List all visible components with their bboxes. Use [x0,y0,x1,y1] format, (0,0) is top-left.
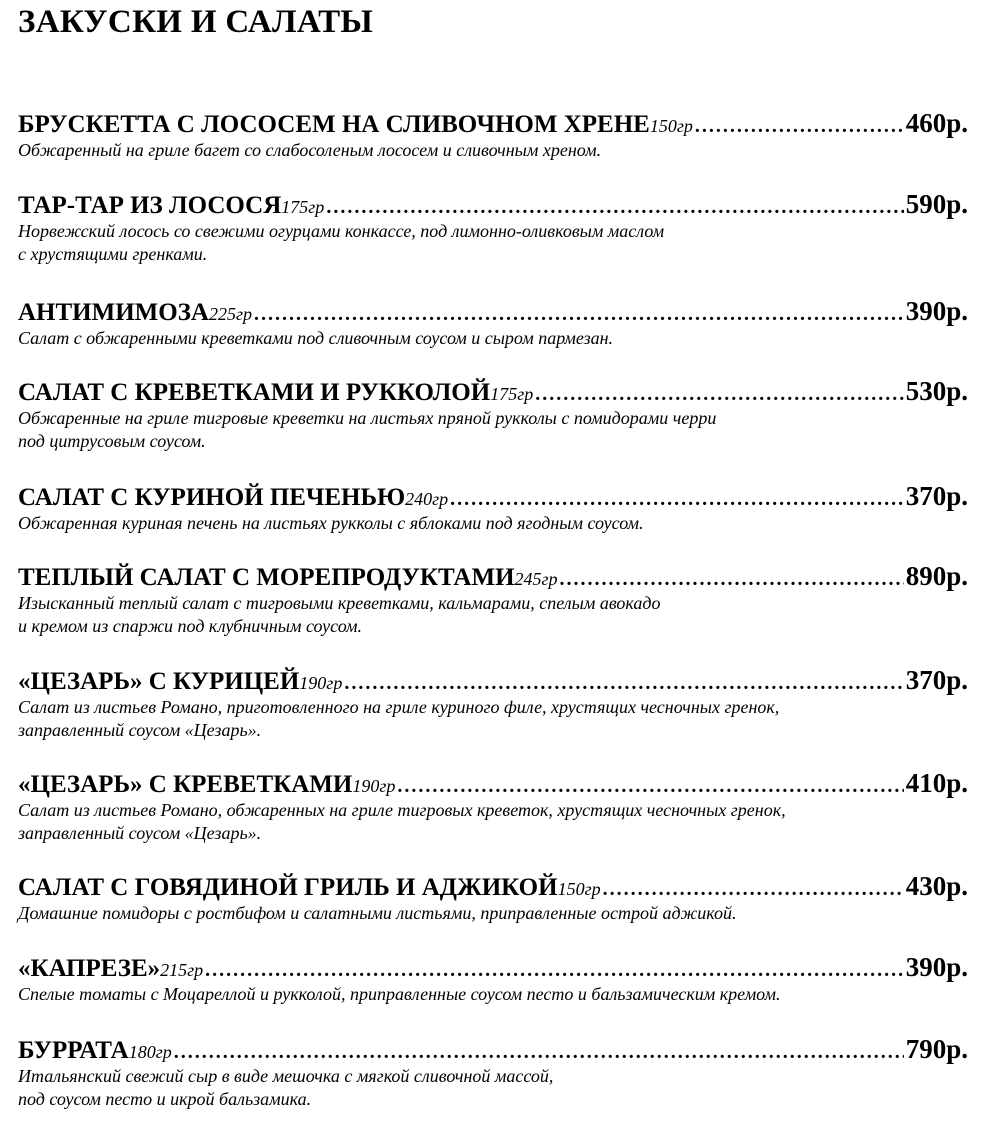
menu-item [18,871,968,925]
item-price: 430р. [905,871,968,901]
item-name: САЛАТ С КУРИНОЙ ПЕЧЕНЬЮ [18,484,406,511]
description-line: Изысканный теплый салат с тигровыми креветками, кальмарами, спелым авокадо [18,593,661,613]
item-name: «КАПРЕЗЕ» [18,955,161,982]
item-weight: 190гр [299,673,343,693]
dot-leader [450,488,904,511]
item-description [18,1065,918,1111]
item-price: 370р. [905,481,968,511]
item-price: 590р. [905,189,968,219]
dot-leader [254,303,904,326]
item-weight: 150гр [557,879,601,899]
item-price: 390р. [905,296,968,326]
item-name: САЛАТ С КРЕВЕТКАМИ И РУККОЛОЙ [18,379,491,406]
item-price: 530р. [905,376,968,406]
item-weight: 150гр [649,116,693,136]
description-line: Спелые томаты с Моцареллой и рукколой, приправленные соусом песто и бальзамическим кремом. [18,984,781,1004]
description-line: и кремом из спаржи под клубничным соусом. [18,616,362,636]
dot-leader [326,196,903,219]
dot-leader [560,568,904,591]
item-description [18,983,918,1006]
description-line: Домашние помидоры с ростбифом и салатными листьями, приправленные острой аджикой. [18,903,737,923]
description-line: с хрустящими гренками. [18,244,208,264]
description-line: под соусом песто и икрой бальзамика. [18,1089,312,1109]
description-line: Салат из листьев Романо, обжаренных на гриле тигровых креветок, хрустящих чесночных гренок, [18,800,786,820]
item-name: БРУСКЕТТА С ЛОСОСЕМ НА СЛИВОЧНОМ ХРЕНЕ [18,111,650,138]
dot-leader [535,383,903,406]
menu-item [18,952,968,1006]
dot-leader [397,775,903,798]
menu-item [18,768,968,845]
menu-item [18,189,968,266]
item-price: 460р. [905,108,968,138]
menu-item [18,376,968,453]
item-price: 890р. [905,561,968,591]
item-price: 390р. [905,952,968,982]
menu-item [18,481,968,535]
item-description [18,696,918,742]
item-description [18,220,918,266]
description-line: под цитрусовым соусом. [18,431,206,451]
description-line: Норвежский лосось со свежими огурцами конкассе, под лимонно-оливковым маслом [18,221,665,241]
menu-item [18,665,968,742]
menu-item [18,1034,968,1111]
page-title: ЗАКУСКИ И САЛАТЫ [18,4,374,40]
dot-leader [603,878,904,901]
description-line: заправленный соусом «Цезарь». [18,720,262,740]
dot-leader [344,672,903,695]
item-description [18,799,918,845]
item-description [18,327,918,350]
menu-item [18,108,968,162]
description-line: Обжаренные на гриле тигровые креветки на листьях пряной рукколы с помидорами черри [18,408,717,428]
item-name: ТЕПЛЫЙ САЛАТ С МОРЕПРОДУКТАМИ [18,564,515,591]
item-name: «ЦЕЗАРЬ» С КРЕВЕТКАМИ [18,771,353,798]
item-price: 370р. [905,665,968,695]
item-description [18,512,918,535]
item-price: 790р. [905,1034,968,1064]
item-weight: 245гр [514,569,558,589]
item-description [18,407,918,453]
item-description [18,902,918,925]
dot-leader [695,115,904,138]
item-name: БУРРАТА [18,1037,129,1064]
item-name: САЛАТ С ГОВЯДИНОЙ ГРИЛЬ И АДЖИКОЙ [18,874,558,901]
item-price: 410р. [905,768,968,798]
menu-item [18,561,968,638]
description-line: Обжаренная куриная печень на листьях рукколы с яблоками под ягодным соусом. [18,513,644,533]
dot-leader [205,959,904,982]
item-weight: 215гр [160,960,204,980]
item-weight: 180гр [128,1042,172,1062]
description-line: Обжаренный на гриле багет со слабосоленым лососем и сливочным хреном. [18,140,602,160]
item-name: «ЦЕЗАРЬ» С КУРИЦЕЙ [18,668,300,695]
item-weight: 225гр [208,304,252,324]
description-line: Итальянский свежий сыр в виде мешочка с мягкой сливочной массой, [18,1066,554,1086]
item-weight: 190гр [352,776,396,796]
menu-item [18,296,968,350]
item-name: АНТИМИМОЗА [18,299,209,326]
description-line: Салат из листьев Романо, приготовленного на гриле куриного филе, хрустящих чесночных гренок, [18,697,780,717]
item-description [18,139,918,162]
description-line: заправленный соусом «Цезарь». [18,823,262,843]
item-weight: 240гр [405,489,449,509]
item-name: ТАР-ТАР ИЗ ЛОСОСЯ [18,192,282,219]
item-weight: 175гр [281,197,325,217]
item-description [18,592,918,638]
dot-leader [174,1041,904,1064]
description-line: Салат с обжаренными креветками под сливочным соусом и сыром пармезан. [18,328,614,348]
item-weight: 175гр [490,384,534,404]
